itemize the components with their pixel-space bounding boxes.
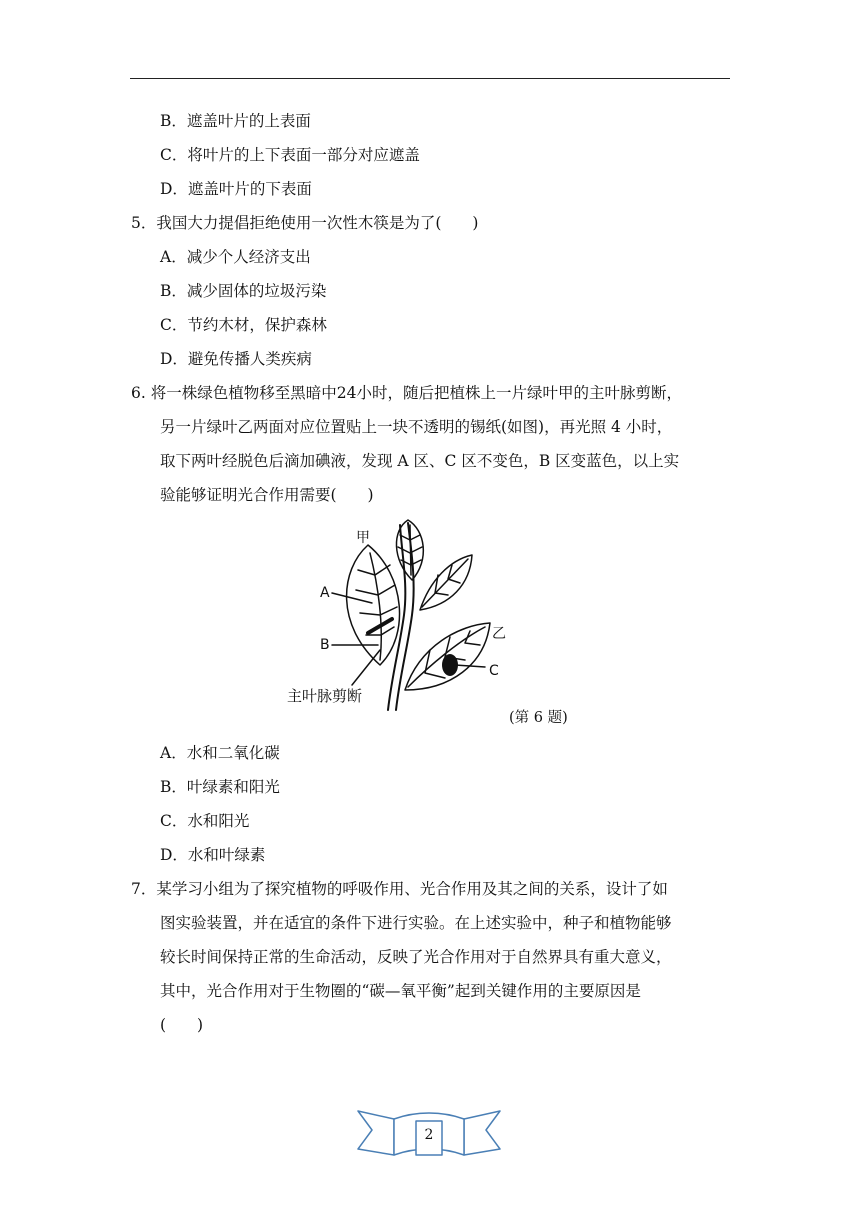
q4-option-b: B．遮盖叶片的上表面 <box>160 112 311 130</box>
label-b: B <box>320 637 330 653</box>
figure-caption: (第 6 题) <box>509 710 568 726</box>
q6-stem-line-4: 验能够证明光合作用需要( ) <box>160 486 374 504</box>
q6-stem-line-3: 取下两叶经脱色后滴加碘液，发现 A 区、C 区不变色，B 区变蓝色，以上实 <box>160 452 680 470</box>
page-number: 2 <box>424 1127 434 1143</box>
q6-option-d: D．水和叶绿素 <box>160 846 266 864</box>
label-main-vein-cut: 主叶脉剪断 <box>287 687 363 705</box>
q6-stem-line-1: 6. 将一株绿色植物移至黑暗中24小时，随后把植株上一片绿叶甲的主叶脉剪断， <box>131 384 682 402</box>
q6-stem-line-2: 另一片绿叶乙两面对应位置贴上一块不透明的锡纸(如图)，再光照 4 小时， <box>160 418 673 436</box>
q4-option-d: D．遮盖叶片的下表面 <box>160 180 312 198</box>
q5-option-c: C．节约木材，保护森林 <box>160 316 327 334</box>
foil-patch <box>442 654 458 676</box>
q7-stem-line-2: 图实验装置，并在适宜的条件下进行实验。在上述实验中，种子和植物能够 <box>160 914 672 932</box>
label-c: C <box>489 663 499 679</box>
label-yi: 乙 <box>492 626 506 642</box>
q5-stem: 5．我国大力提倡拒绝使用一次性木筷是为了( ) <box>131 214 479 232</box>
q6-plant-figure <box>280 515 520 715</box>
q7-stem-line-3: 较长时间保持正常的生命活动，反映了光合作用对于自然界具有重大意义， <box>160 948 672 966</box>
q6-option-c: C．水和阳光 <box>160 812 250 830</box>
q4-option-c: C．将叶片的上下表面一部分对应遮盖 <box>160 146 420 164</box>
q7-stem-line-4: 其中，光合作用对于生物圈的“碳—氧平衡”起到关键作用的主要原因是 <box>160 982 641 1000</box>
header-rule <box>130 78 730 79</box>
q6-option-a: A．水和二氧化碳 <box>160 744 280 762</box>
q5-option-d: D．避免传播人类疾病 <box>160 350 312 368</box>
q6-option-b: B．叶绿素和阳光 <box>160 778 280 796</box>
q5-option-a: A．减少个人经济支出 <box>160 248 311 266</box>
label-a: A <box>320 585 330 601</box>
q7-stem-line-1: 7．某学习小组为了探究植物的呼吸作用、光合作用及其之间的关系，设计了如 <box>131 880 668 898</box>
label-jia: 甲 <box>356 530 370 546</box>
q7-stem-line-5: ( ) <box>160 1016 204 1034</box>
q5-option-b: B．减少固体的垃圾污染 <box>160 282 327 300</box>
